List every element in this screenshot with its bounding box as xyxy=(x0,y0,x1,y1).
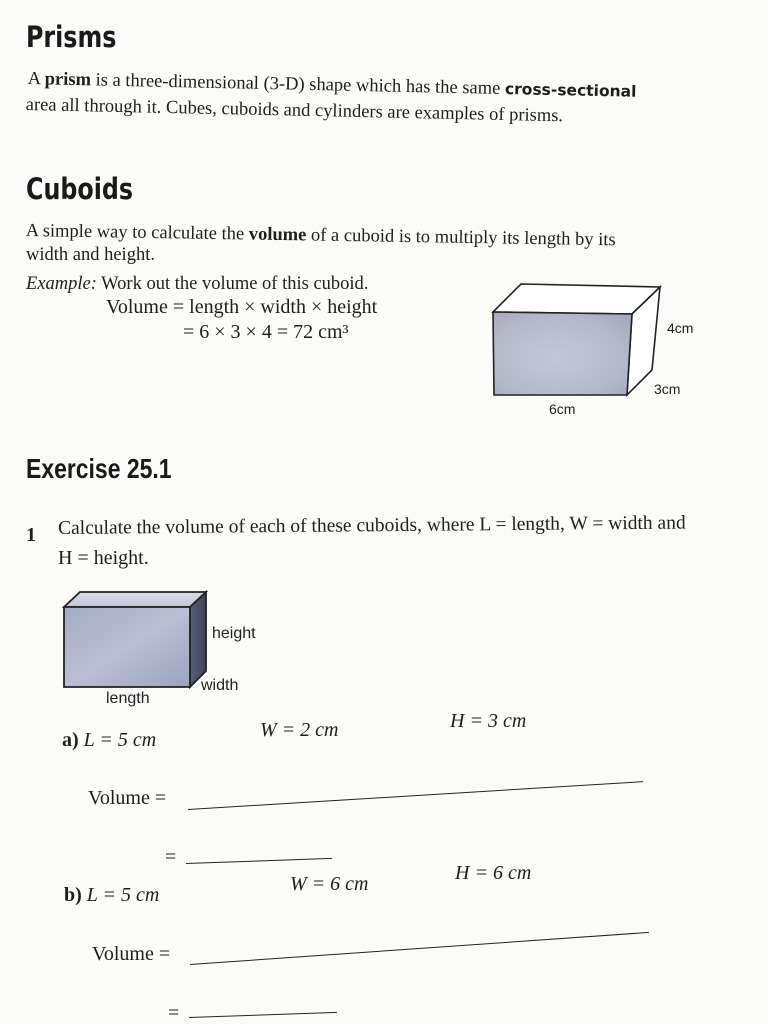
prisms-definition-line-2: area all through it. Cubes, cuboids and cylinders are examples of prisms. xyxy=(25,94,564,127)
question-text-line-2: H = height. xyxy=(58,547,149,569)
example-label: Example: xyxy=(26,274,97,294)
exercise-cuboid-top-face xyxy=(64,592,206,607)
part-b-height: H = 6 cm xyxy=(455,862,532,884)
part-a-width: W = 2 cm xyxy=(260,719,339,741)
question-text-line-1: Calculate the volume of each of these cuboids, where L = length, W = width and xyxy=(58,512,686,539)
term-cross-sectional: cross-sectional xyxy=(504,79,637,101)
part-a-answer-line-1[interactable] xyxy=(188,781,643,810)
part-b-equals: = xyxy=(168,1002,180,1024)
volume-formula-line-1: Volume = length × width × height xyxy=(106,296,378,318)
section-heading-prisms: Prisms xyxy=(26,20,117,54)
cuboids-text-line-2: width and height. xyxy=(26,245,155,265)
term-volume: volume xyxy=(248,224,307,246)
part-b-answer-line-2[interactable] xyxy=(189,1012,337,1018)
example-line: Example: Work out the volume of this cuboid. xyxy=(26,274,369,294)
exercise-cuboid-side-face xyxy=(190,592,206,687)
part-a-volume-label: Volume = xyxy=(88,787,167,809)
part-a-answer-line-2[interactable] xyxy=(186,858,332,864)
section-heading-cuboids: Cuboids xyxy=(26,172,134,206)
question-number: 1 xyxy=(26,524,36,546)
prisms-definition-line-1: A prism is a three-dimensional (3-D) shape which has the same cross-sectional xyxy=(27,68,637,101)
part-a-height: H = 3 cm xyxy=(450,710,527,732)
exercise-width-label: width xyxy=(201,677,239,694)
exercise-heading: Exercise 25.1 xyxy=(26,453,172,484)
exercise-cuboid-figure xyxy=(56,585,256,710)
part-b xyxy=(64,884,159,907)
part-a-label: a) xyxy=(62,729,79,751)
exercise-height-label: height xyxy=(212,625,256,642)
part-b-answer-line-1[interactable] xyxy=(190,932,649,965)
part-b-width: W = 6 cm xyxy=(290,873,369,895)
example-cuboid-top-face xyxy=(493,284,660,314)
volume-formula-line-2: = 6 × 3 × 4 = 72 cm³ xyxy=(183,321,349,343)
part-b-label: b) xyxy=(64,884,82,906)
part-a-equals: = xyxy=(165,846,177,868)
example-cuboid-figure xyxy=(486,278,706,423)
example-height-label: 4cm xyxy=(667,320,694,336)
exercise-length-label: length xyxy=(106,690,150,707)
part-a-length: L = 5 cm xyxy=(83,729,157,751)
cuboids-text-line-1: A simple way to calculate the volume of a cuboid is to multiply its length by its xyxy=(25,220,616,251)
example-length-label: 6cm xyxy=(549,401,576,417)
part-b-volume-label: Volume = xyxy=(92,943,171,965)
example-depth-label: 3cm xyxy=(654,381,681,397)
part-a xyxy=(62,729,156,752)
part-b-length: L = 5 cm xyxy=(86,884,160,906)
example-cuboid-front-face xyxy=(493,312,632,395)
exercise-cuboid-front-face xyxy=(64,607,190,687)
term-prism: prism xyxy=(44,69,92,91)
